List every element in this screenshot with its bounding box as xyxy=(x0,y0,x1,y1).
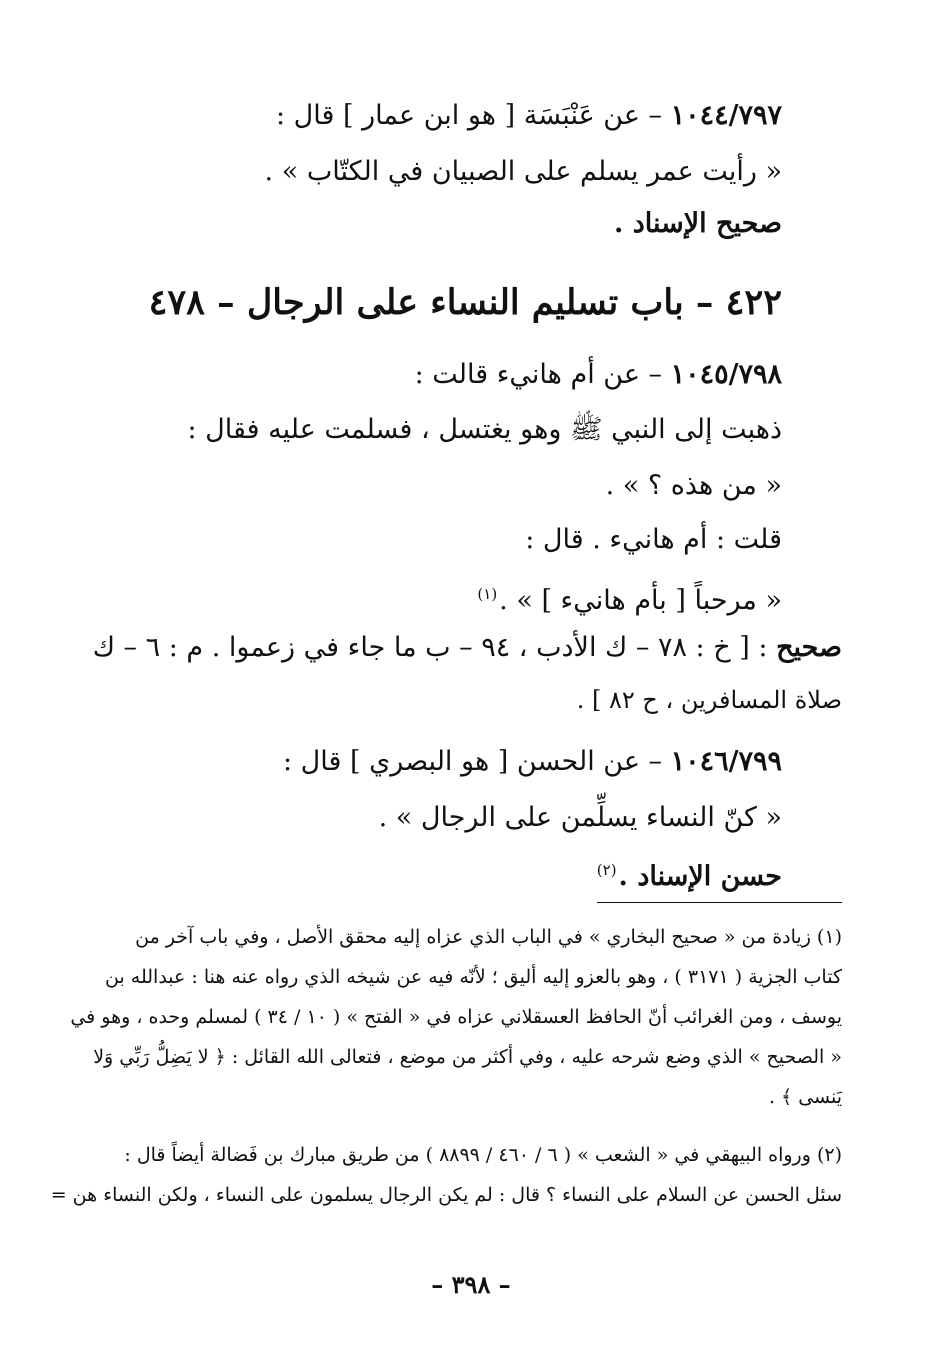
hadith-797-header xyxy=(276,96,782,136)
hadith-799-header xyxy=(283,742,782,782)
hadith-799-text: « كنّ النساء يسلِّمن على الرجال » . xyxy=(378,802,782,833)
footnote-1-line2: كتاب الجزية ( ٣١٧١ ) ، وهو بالعزو إليه أليق ؛ لأنّه فيه عن شيخه الذي رواه عنه هنا : عبدالله بن xyxy=(105,966,842,988)
footnote-1-line3: يوسف ، ومن الغرائب أنّ الحافظ العسقلاني عزاه في « الفتح » ( ١٠ / ٣٤ ) لمسلم وحده ، وهو في xyxy=(70,1006,842,1028)
hadith-798-line3: قلت : أم هانيء . قال : xyxy=(525,524,782,555)
hadith-797-intro: – عن عَنْبَسَة [ هو ابن عمار ] قال : xyxy=(276,100,663,131)
hadith-798-line4: « مرحباً [ بأم هانيء ] » . xyxy=(499,585,782,616)
hadith-798-line4-wrap xyxy=(477,574,782,621)
hadith-797-grade: صحيح الإسناد . xyxy=(613,208,782,239)
hadith-799-grade: حسن الإسناد . xyxy=(618,861,782,892)
footnote-ref-2: (٢) xyxy=(596,861,617,879)
page-number: – ٣٩٨ – xyxy=(431,1270,511,1299)
hadith-798-grade xyxy=(93,628,842,668)
hadith-798-grade-text: : [ خ : ٧٨ – ك الأدب ، ٩٤ – ب ما جاء في زعموا . م : ٦ – ك xyxy=(92,632,768,663)
hadith-799-grade-wrap xyxy=(597,850,782,897)
hadith-797-number: ١٠٤٤/٧٩٧ xyxy=(670,100,782,131)
hadith-797-text: « رأيت عمر يسلم على الصبيان في الكتّاب » . xyxy=(264,156,782,187)
hadith-798-grade-text2: صلاة المسافرين ، ح ٨٢ ] . xyxy=(576,686,842,714)
footnote-2-line1: (٢) ورواه البيهقي في « الشعب » ( ٦ / ٤٦٠ / ٨٨٩٩ ) من طريق مبارك بن فَضالة أيضاً قال : xyxy=(124,1144,842,1166)
footnote-2-line2: سئل الحسن عن السلام على النساء ؟ قال : لم يكن الرجال يسلمون على النساء ، ولكن النساء هن = xyxy=(50,1184,842,1206)
chapter-heading: ٤٢٢ – باب تسليم النساء على الرجال – ٤٧٨ xyxy=(148,282,782,323)
footnote-ref-1: (١) xyxy=(477,585,498,603)
hadith-799-number: ١٠٤٦/٧٩٩ xyxy=(670,746,782,777)
footnote-separator xyxy=(597,902,842,903)
hadith-798-line1: ذهبت إلى النبي ﷺ وهو يغتسل ، فسلمت عليه فقال : xyxy=(187,414,782,445)
hadith-798-number: ١٠٤٥/٧٩٨ xyxy=(670,359,782,390)
footnote-1-line4: « الصحيح » الذي وضع شرحه عليه ، وفي أكثر من موضع ، فتعالى الله القائل : ﴿ لا يَضِلُّ رَبِّي وَلا xyxy=(93,1046,842,1068)
hadith-798-header xyxy=(415,355,782,395)
hadith-798-intro: – عن أم هانيء قالت : xyxy=(414,359,663,390)
footnote-1-line1: (١) زيادة من « صحيح البخاري » في الباب الذي عزاه إليه محقق الأصل ، وفي باب آخر من xyxy=(135,926,842,948)
footnote-1-line5: يَنسى ﴾ . xyxy=(768,1086,842,1108)
hadith-798-line2: « من هذه ؟ » . xyxy=(605,470,782,501)
hadith-798-grade-label: صحيح xyxy=(776,632,842,663)
hadith-799-intro: – عن الحسن [ هو البصري ] قال : xyxy=(282,746,663,777)
